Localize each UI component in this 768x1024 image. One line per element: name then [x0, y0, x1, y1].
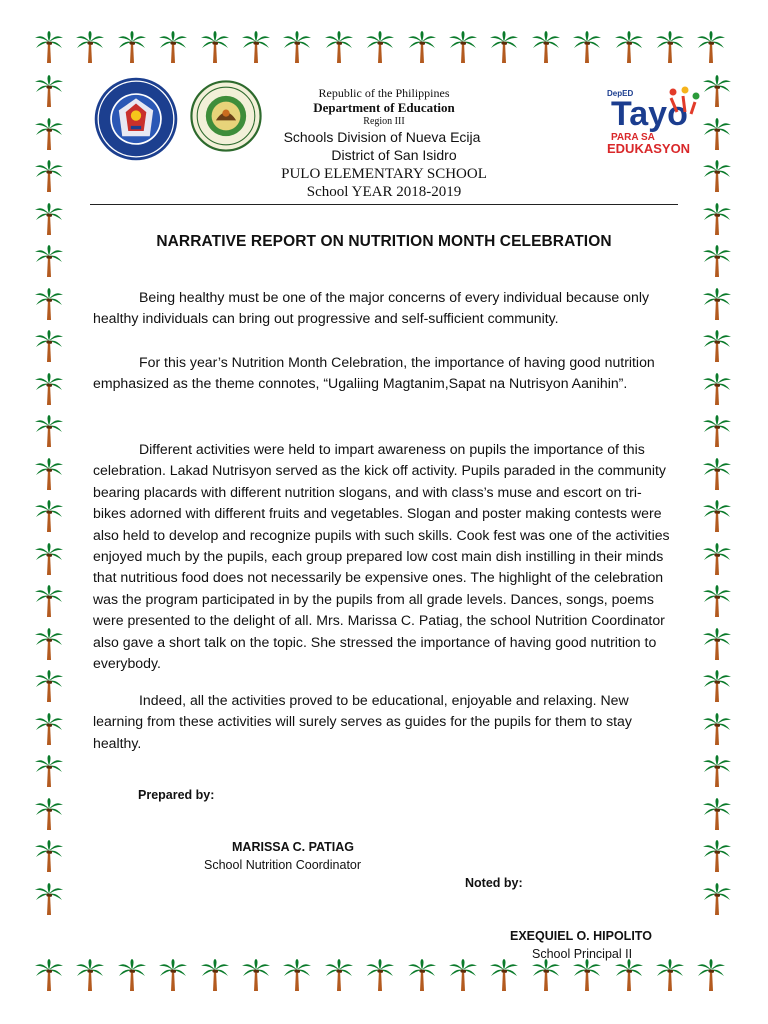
palm-tree-icon — [614, 958, 644, 992]
palm-tree-icon — [117, 958, 147, 992]
palm-tree-icon — [200, 30, 230, 64]
paragraph — [93, 439, 673, 674]
republic-line: Republic of the Philippines — [318, 86, 450, 100]
palm-tree-icon — [34, 499, 64, 533]
palm-tree-icon — [702, 669, 732, 703]
svg-text:Tayo: Tayo — [611, 95, 688, 133]
palm-tree-icon — [572, 30, 602, 64]
palm-tree-icon — [489, 958, 519, 992]
palm-tree-icon — [324, 30, 354, 64]
palm-tree-icon — [407, 958, 437, 992]
school-year: School YEAR 2018-2019 — [306, 184, 462, 200]
paragraph-text: Different activities were held to impart awareness on pupils the importance of this celebration. Lakad Nutrisyon served as the kick off activity. Pupils paraded in the community bearing placards with different nutrition slogans, and with class’s muse and escort on tri-bikes adorned with different fruits and vegetables. Slogan and poster making contests were also held to develop and recognize pupils with such skills. Cook fest was one of the activities enjoyed much by the pupils, each group prepared low cost main dish instilling in their minds that nutritious food does not necessarily be expensive ones. The highlight of the celebration was the program participated in by the pupils from all grade levels. Dances, songs, poems were presented to the delight of all. Mrs. Marissa C. Patiag, the school Nutrition Coordinator also gave a short talk on the topic. She stressed the importance of having good nutrition to everybody. — [93, 441, 670, 672]
palm-tree-icon — [702, 839, 732, 873]
palm-tree-icon — [448, 958, 478, 992]
paragraph-text: Being healthy must be one of the major concerns of every individual because only healthy individuals can bring out progressive and self-sufficient community. — [93, 289, 650, 327]
palm-tree-icon — [34, 30, 64, 64]
noter-title: School Principal II — [532, 947, 633, 961]
palm-tree-icon — [158, 30, 188, 64]
district-line: District of San Isidro — [331, 147, 457, 163]
region-line: Region III — [363, 116, 405, 127]
palm-tree-icon — [241, 30, 271, 64]
palm-tree-icon — [34, 669, 64, 703]
palm-tree-icon — [75, 958, 105, 992]
prepared-by-label: Prepared by: — [138, 788, 215, 802]
palm-tree-icon — [200, 958, 230, 992]
palm-tree-icon — [531, 958, 561, 992]
svg-text:EDUKASYON: EDUKASYON — [607, 141, 691, 156]
palm-tree-icon — [34, 797, 64, 831]
palm-tree-icon — [702, 414, 732, 448]
palm-tree-icon — [702, 202, 732, 236]
palm-tree-icon — [34, 958, 64, 992]
palm-tree-icon — [34, 542, 64, 576]
palm-tree-icon — [531, 30, 561, 64]
svg-text:DepED: DepED — [607, 89, 634, 98]
paragraph-text: Indeed, all the activities proved to be educational, enjoyable and relaxing. New learning from these activities will surely serves as guides for the pupils for them to stay healthy. — [93, 692, 632, 751]
palm-tree-icon — [75, 30, 105, 64]
palm-tree-icon — [34, 882, 64, 916]
palm-tree-icon — [489, 30, 519, 64]
palm-tree-icon — [34, 457, 64, 491]
palm-tree-icon — [702, 542, 732, 576]
palm-tree-icon — [282, 30, 312, 64]
school-name: PULO ELEMENTARY SCHOOL — [281, 166, 487, 182]
noter-name: EXEQUIEL O. HIPOLITO — [510, 929, 652, 943]
paragraph-text: For this year’s Nutrition Month Celebration, the importance of having good nutrition emphasized as the theme connotes, “Ugaliing Magtanim,Sapat na Nutrisyon Aanihin”. — [93, 354, 655, 392]
palm-tree-icon — [696, 958, 726, 992]
palm-tree-icon — [407, 30, 437, 64]
palm-tree-icon — [702, 584, 732, 618]
palm-tree-icon — [702, 287, 732, 321]
palm-tree-icon — [696, 30, 726, 64]
svg-text:PARA SA: PARA SA — [611, 132, 655, 143]
palm-tree-icon — [34, 712, 64, 746]
palm-tree-icon — [702, 754, 732, 788]
paragraph — [93, 352, 673, 395]
department-line: Department of Education — [313, 100, 455, 115]
palm-tree-icon — [117, 30, 147, 64]
palm-tree-icon — [34, 287, 64, 321]
palm-tree-icon — [702, 712, 732, 746]
palm-tree-icon — [448, 30, 478, 64]
palm-tree-icon — [34, 329, 64, 363]
report-title: NARRATIVE REPORT ON NUTRITION MONTH CELEBRATION — [156, 233, 612, 250]
palm-tree-icon — [572, 958, 602, 992]
palm-tree-icon — [34, 839, 64, 873]
palm-tree-icon — [702, 882, 732, 916]
palm-tree-icon — [365, 958, 395, 992]
palm-tree-icon — [241, 958, 271, 992]
palm-tree-icon — [702, 627, 732, 661]
header-divider — [90, 204, 678, 205]
noted-by-label: Noted by: — [465, 876, 523, 890]
palm-tree-icon — [34, 372, 64, 406]
paragraph — [93, 690, 673, 754]
palm-tree-icon — [34, 414, 64, 448]
palm-tree-icon — [702, 457, 732, 491]
palm-tree-icon — [655, 30, 685, 64]
palm-tree-icon — [324, 958, 354, 992]
palm-tree-icon — [34, 754, 64, 788]
palm-tree-icon — [702, 797, 732, 831]
palm-tree-icon — [655, 958, 685, 992]
division-line: Schools Division of Nueva Ecija — [283, 129, 481, 145]
palm-tree-icon — [158, 958, 188, 992]
palm-tree-icon — [282, 958, 312, 992]
palm-tree-icon — [702, 329, 732, 363]
palm-tree-icon — [34, 627, 64, 661]
palm-tree-icon — [34, 584, 64, 618]
palm-tree-icon — [614, 30, 644, 64]
preparer-title: School Nutrition Coordinator — [204, 858, 362, 872]
preparer-name: MARISSA C. PATIAG — [232, 840, 354, 854]
palm-tree-icon — [702, 372, 732, 406]
palm-tree-icon — [702, 499, 732, 533]
palm-tree-icon — [34, 202, 64, 236]
paragraph — [93, 287, 673, 330]
palm-tree-icon — [365, 30, 395, 64]
